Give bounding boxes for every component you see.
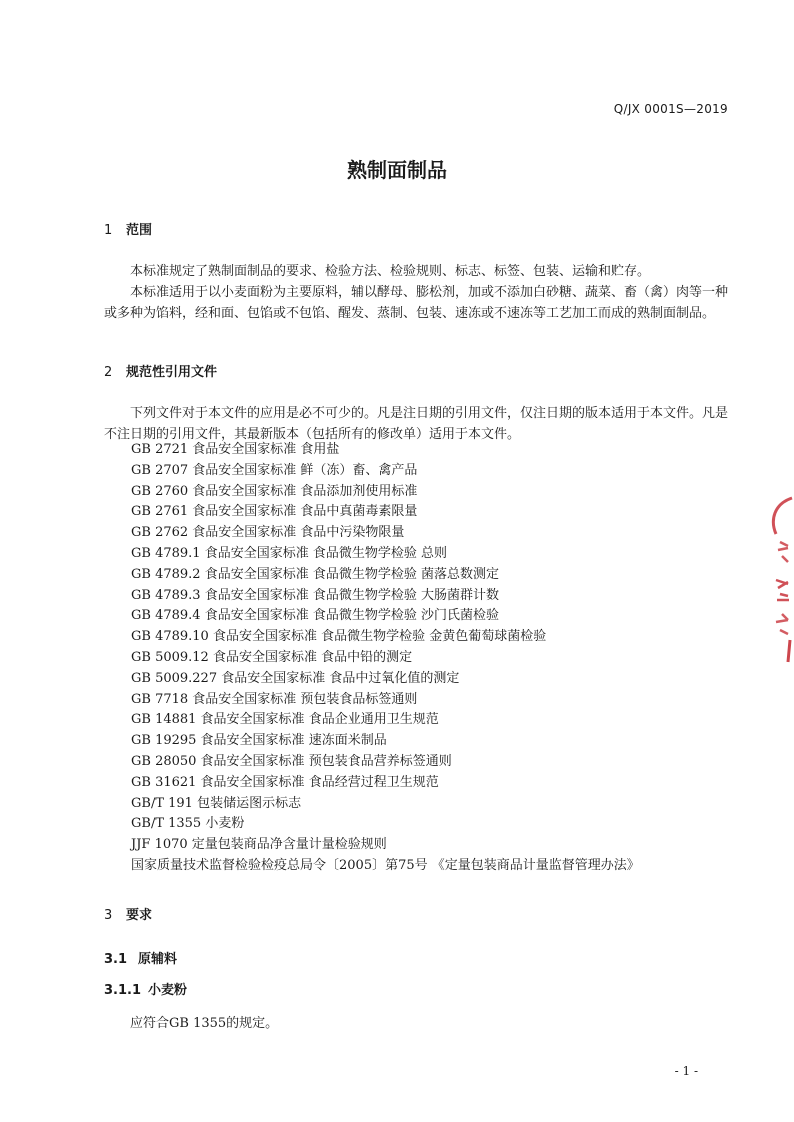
subsection-number: 3.1.1 xyxy=(104,983,142,998)
reference-item: GB 14881 食品安全国家标准 食品企业通用卫生规范 xyxy=(131,712,439,728)
reference-item: JJF 1070 定量包装商品净含量计量检验规则 xyxy=(131,837,387,853)
section-2-heading xyxy=(104,361,217,380)
reference-item: GB 28050 食品安全国家标准 预包装食品营养标签通则 xyxy=(131,753,452,769)
scope-paragraph-1: 本标准规定了熟制面制品的要求、检验方法、检验规则、标志、标签、包装、运输和贮存。 xyxy=(130,264,651,279)
document-title: 熟制面制品 xyxy=(347,158,447,182)
scope-paragraph-2: 本标准适用于以小麦面粉为主要原料，辅以酵母、膨松剂，加或不添加白砂糖、蔬菜、畜（禽）肉等一种或多种为馅料，经和面、包馅或不包馅、醒发、蒸制、包装、速冻或不速冻等工艺加工而成的熟制面制品。 xyxy=(104,285,729,321)
reference-item: GB 4789.3 食品安全国家标准 食品微生物学检验 大肠菌群计数 xyxy=(131,587,499,603)
section-1-heading xyxy=(104,219,152,238)
section-3-heading xyxy=(104,904,152,923)
reference-item: GB/T 191 包装储运图示标志 xyxy=(131,795,302,811)
section-number: 2 xyxy=(104,365,113,380)
reference-item: 国家质量技术监督检验检疫总局令〔2005〕第75号 《定量包装商品计量监督管理办法》 xyxy=(131,857,640,873)
subsection-title: 原辅料 xyxy=(138,952,178,967)
section-number: 1 xyxy=(104,223,113,238)
page-number: - 1 - xyxy=(674,1064,698,1078)
reference-item: GB 4789.1 食品安全国家标准 食品微生物学检验 总则 xyxy=(131,545,447,561)
references-intro: 下列文件对于本文件的应用是必不可少的。凡是注日期的引用文件，仅注日期的版本适用于本文件。凡是不注日期的引用文件，其最新版本（包括所有的修改单）适用于本文件。 xyxy=(104,406,729,442)
reference-item: GB 7718 食品安全国家标准 预包装食品标签通则 xyxy=(131,691,418,707)
reference-list xyxy=(131,440,640,877)
section-number: 3 xyxy=(104,908,113,923)
reference-item: GB 4789.2 食品安全国家标准 食品微生物学检验 菌落总数测定 xyxy=(131,566,499,582)
reference-item: GB 4789.10 食品安全国家标准 食品微生物学检验 金黄色葡萄球菌检验 xyxy=(131,629,547,645)
reference-item: GB 2761 食品安全国家标准 食品中真菌毒素限量 xyxy=(131,504,418,520)
wheat-flour-requirement: 应符合GB 1355的规定。 xyxy=(130,1016,279,1031)
subsection-title: 小麦粉 xyxy=(148,983,188,998)
section-title: 范围 xyxy=(126,223,153,238)
reference-item: GB 4789.4 食品安全国家标准 食品微生物学检验 沙门氏菌检验 xyxy=(131,608,499,624)
reference-item: GB 2760 食品安全国家标准 食品添加剂使用标准 xyxy=(131,483,418,499)
reference-item: GB 2721 食品安全国家标准 食用盐 xyxy=(131,442,340,457)
subsection-3-1-heading xyxy=(104,948,177,967)
section-title: 规范性引用文件 xyxy=(126,365,218,380)
section-title: 要求 xyxy=(126,908,153,923)
reference-item: GB 19295 食品安全国家标准 速冻面米制品 xyxy=(131,733,387,749)
reference-item: GB 31621 食品安全国家标准 食品经营过程卫生规范 xyxy=(131,774,439,790)
company-seal-icon xyxy=(762,490,794,665)
reference-item: GB/T 1355 小麦粉 xyxy=(131,816,245,832)
subsection-3-1-1-heading xyxy=(104,979,187,998)
reference-item: GB 2762 食品安全国家标准 食品中污染物限量 xyxy=(131,525,405,541)
reference-item: GB 2707 食品安全国家标准 鲜（冻）畜、禽产品 xyxy=(131,462,418,478)
subsection-number: 3.1 xyxy=(104,952,128,967)
document-number: Q/JX 0001S—2019 xyxy=(613,102,728,116)
reference-item: GB 5009.227 食品安全国家标准 食品中过氧化值的测定 xyxy=(131,670,460,686)
reference-item: GB 5009.12 食品安全国家标准 食品中铅的测定 xyxy=(131,649,413,665)
